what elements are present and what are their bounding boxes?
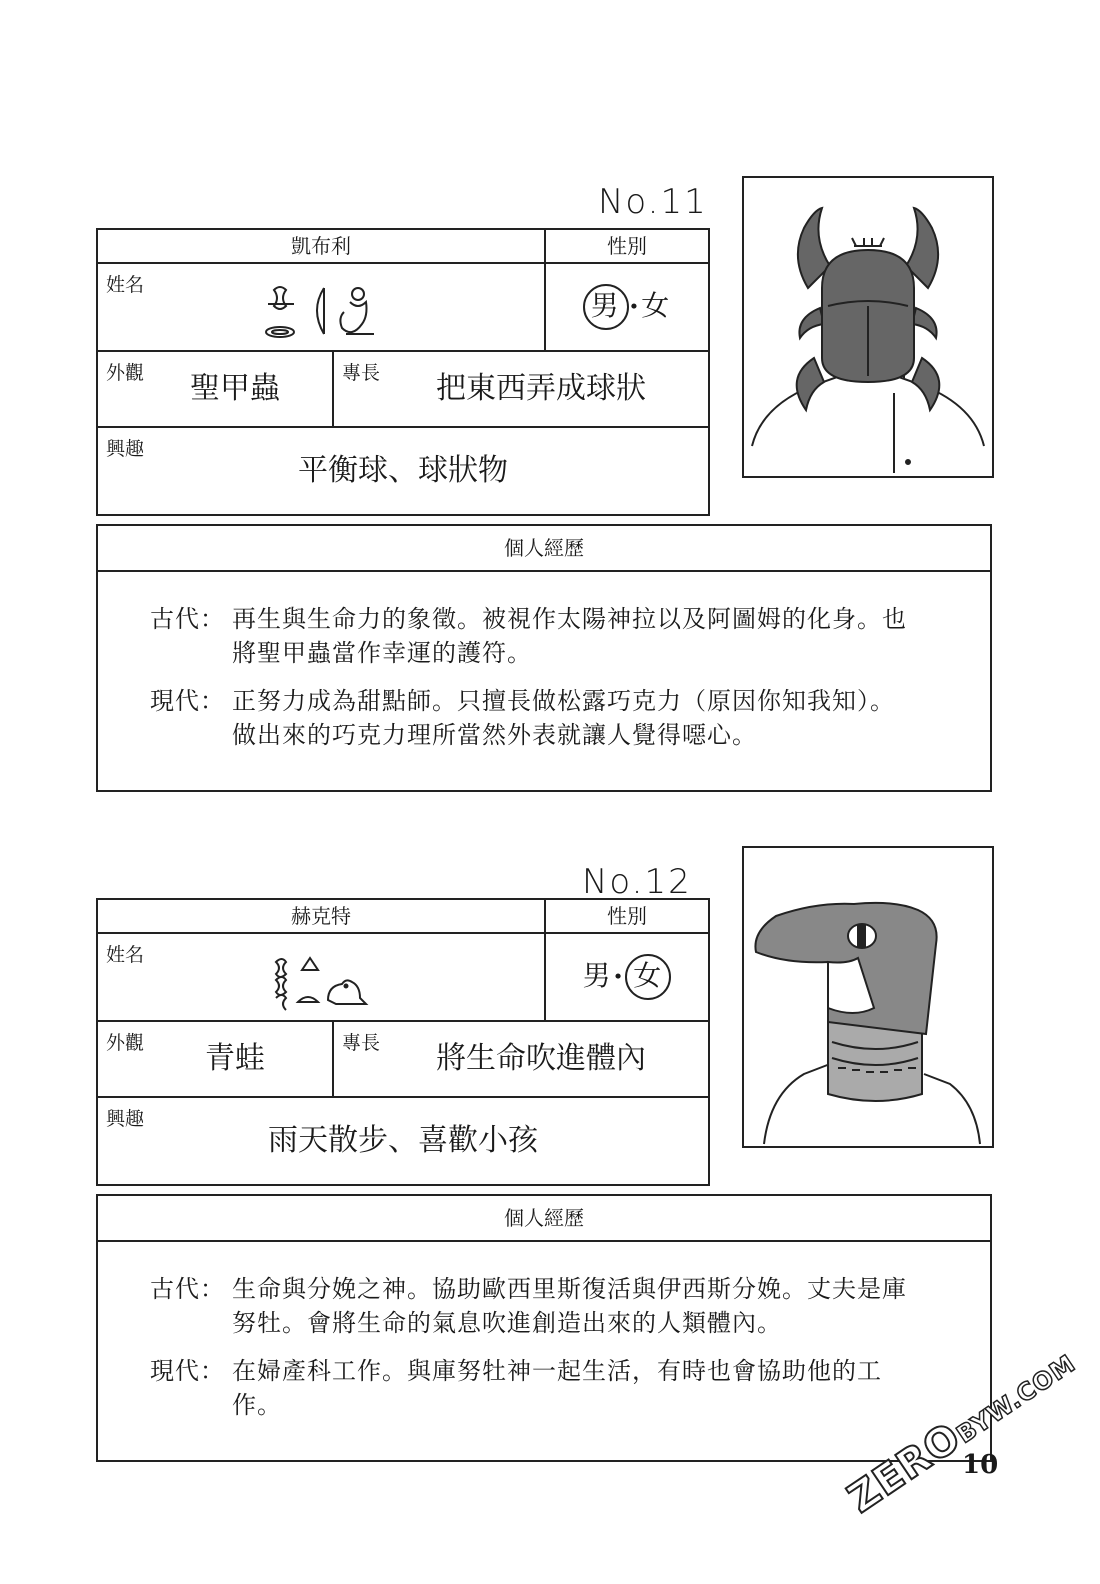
gender-dot: • [612,966,626,988]
gender-header: 性別 [545,229,709,263]
history-title: 個人經歷 [98,1196,990,1242]
specialty-label: 專長 [342,361,381,384]
history-ancient [150,602,912,670]
appearance-cell [97,1021,333,1097]
appearance-cell [97,351,333,427]
gender-cell [545,933,709,1021]
name-label: 姓名 [106,274,145,296]
appearance-label: 外觀 [106,361,145,384]
gender-male-circled: 男 [583,284,629,330]
specialty-label: 專長 [342,1031,381,1054]
profile-number: No.11 [598,182,708,222]
name-header: 赫克特 [97,899,545,933]
hobby-value: 平衡球、球狀物 [298,452,508,488]
frog-illustration [744,848,992,1146]
portrait-frog [742,846,994,1148]
ancient-text: 再生與生命力的象徵。被視作太陽神拉以及阿圖姆的化身。也將聖甲蟲當作幸運的護符。 [232,605,907,667]
info-table [96,228,710,516]
specialty-value: 將生命吹進體內 [436,1040,646,1076]
ancient-text: 生命與分娩之神。協助歐西里斯復活與伊西斯分娩。丈夫是庫努牡。會將生命的氣息吹進創造出來的人類體內。 [232,1275,907,1337]
profile-number: No.12 [582,862,692,902]
hobby-cell [97,1097,709,1185]
modern-label: 現代： [150,1357,225,1385]
info-table [96,898,710,1186]
name-label: 姓名 [106,944,145,966]
history-ancient [150,1272,912,1340]
portrait-scarab [742,176,994,478]
specialty-cell [333,351,709,427]
modern-text: 正努力成為甜點師。只擅長做松露巧克力（原因你知我知）。做出來的巧克力理所當然外表就讓人覺得噁心。 [232,687,895,749]
profile-card-11 [0,0,1100,749]
watermark-main: ZERO [840,1414,970,1523]
ancient-label: 古代： [150,605,225,633]
history-modern [150,1354,912,1422]
page-number: 10 [962,1450,999,1480]
appearance-value: 聖甲蟲 [190,370,280,406]
watermark-sub: BYW.COM [951,1349,1081,1449]
hobby-label: 興趣 [106,437,145,460]
name-cell [97,263,545,351]
gender-female-circled: 女 [625,954,671,1000]
name-header: 凱布利 [97,229,545,263]
name-cell [97,933,545,1021]
history-title: 個人經歷 [98,526,990,572]
appearance-value: 青蛙 [205,1040,265,1076]
hieroglyph-name [258,282,398,344]
hieroglyph-name [258,952,398,1014]
specialty-cell [333,1021,709,1097]
ancient-label: 古代： [150,1275,225,1303]
gender-female: 女 [641,289,672,322]
hobby-label: 興趣 [106,1107,145,1130]
hobby-cell [97,427,709,515]
gender-dot: • [628,296,642,318]
modern-text: 在婦產科工作。與庫努牡神一起生活，有時也會協助他的工作。 [232,1357,882,1419]
history-box [96,1194,992,1462]
scarab-illustration [744,178,992,476]
gender-male: 男 [582,959,613,992]
hobby-value: 雨天散步、喜歡小孩 [268,1122,538,1158]
gender-header: 性別 [545,899,709,933]
appearance-label: 外觀 [106,1031,145,1054]
specialty-value: 把東西弄成球狀 [436,370,646,406]
gender-cell [545,263,709,351]
modern-label: 現代： [150,687,225,715]
